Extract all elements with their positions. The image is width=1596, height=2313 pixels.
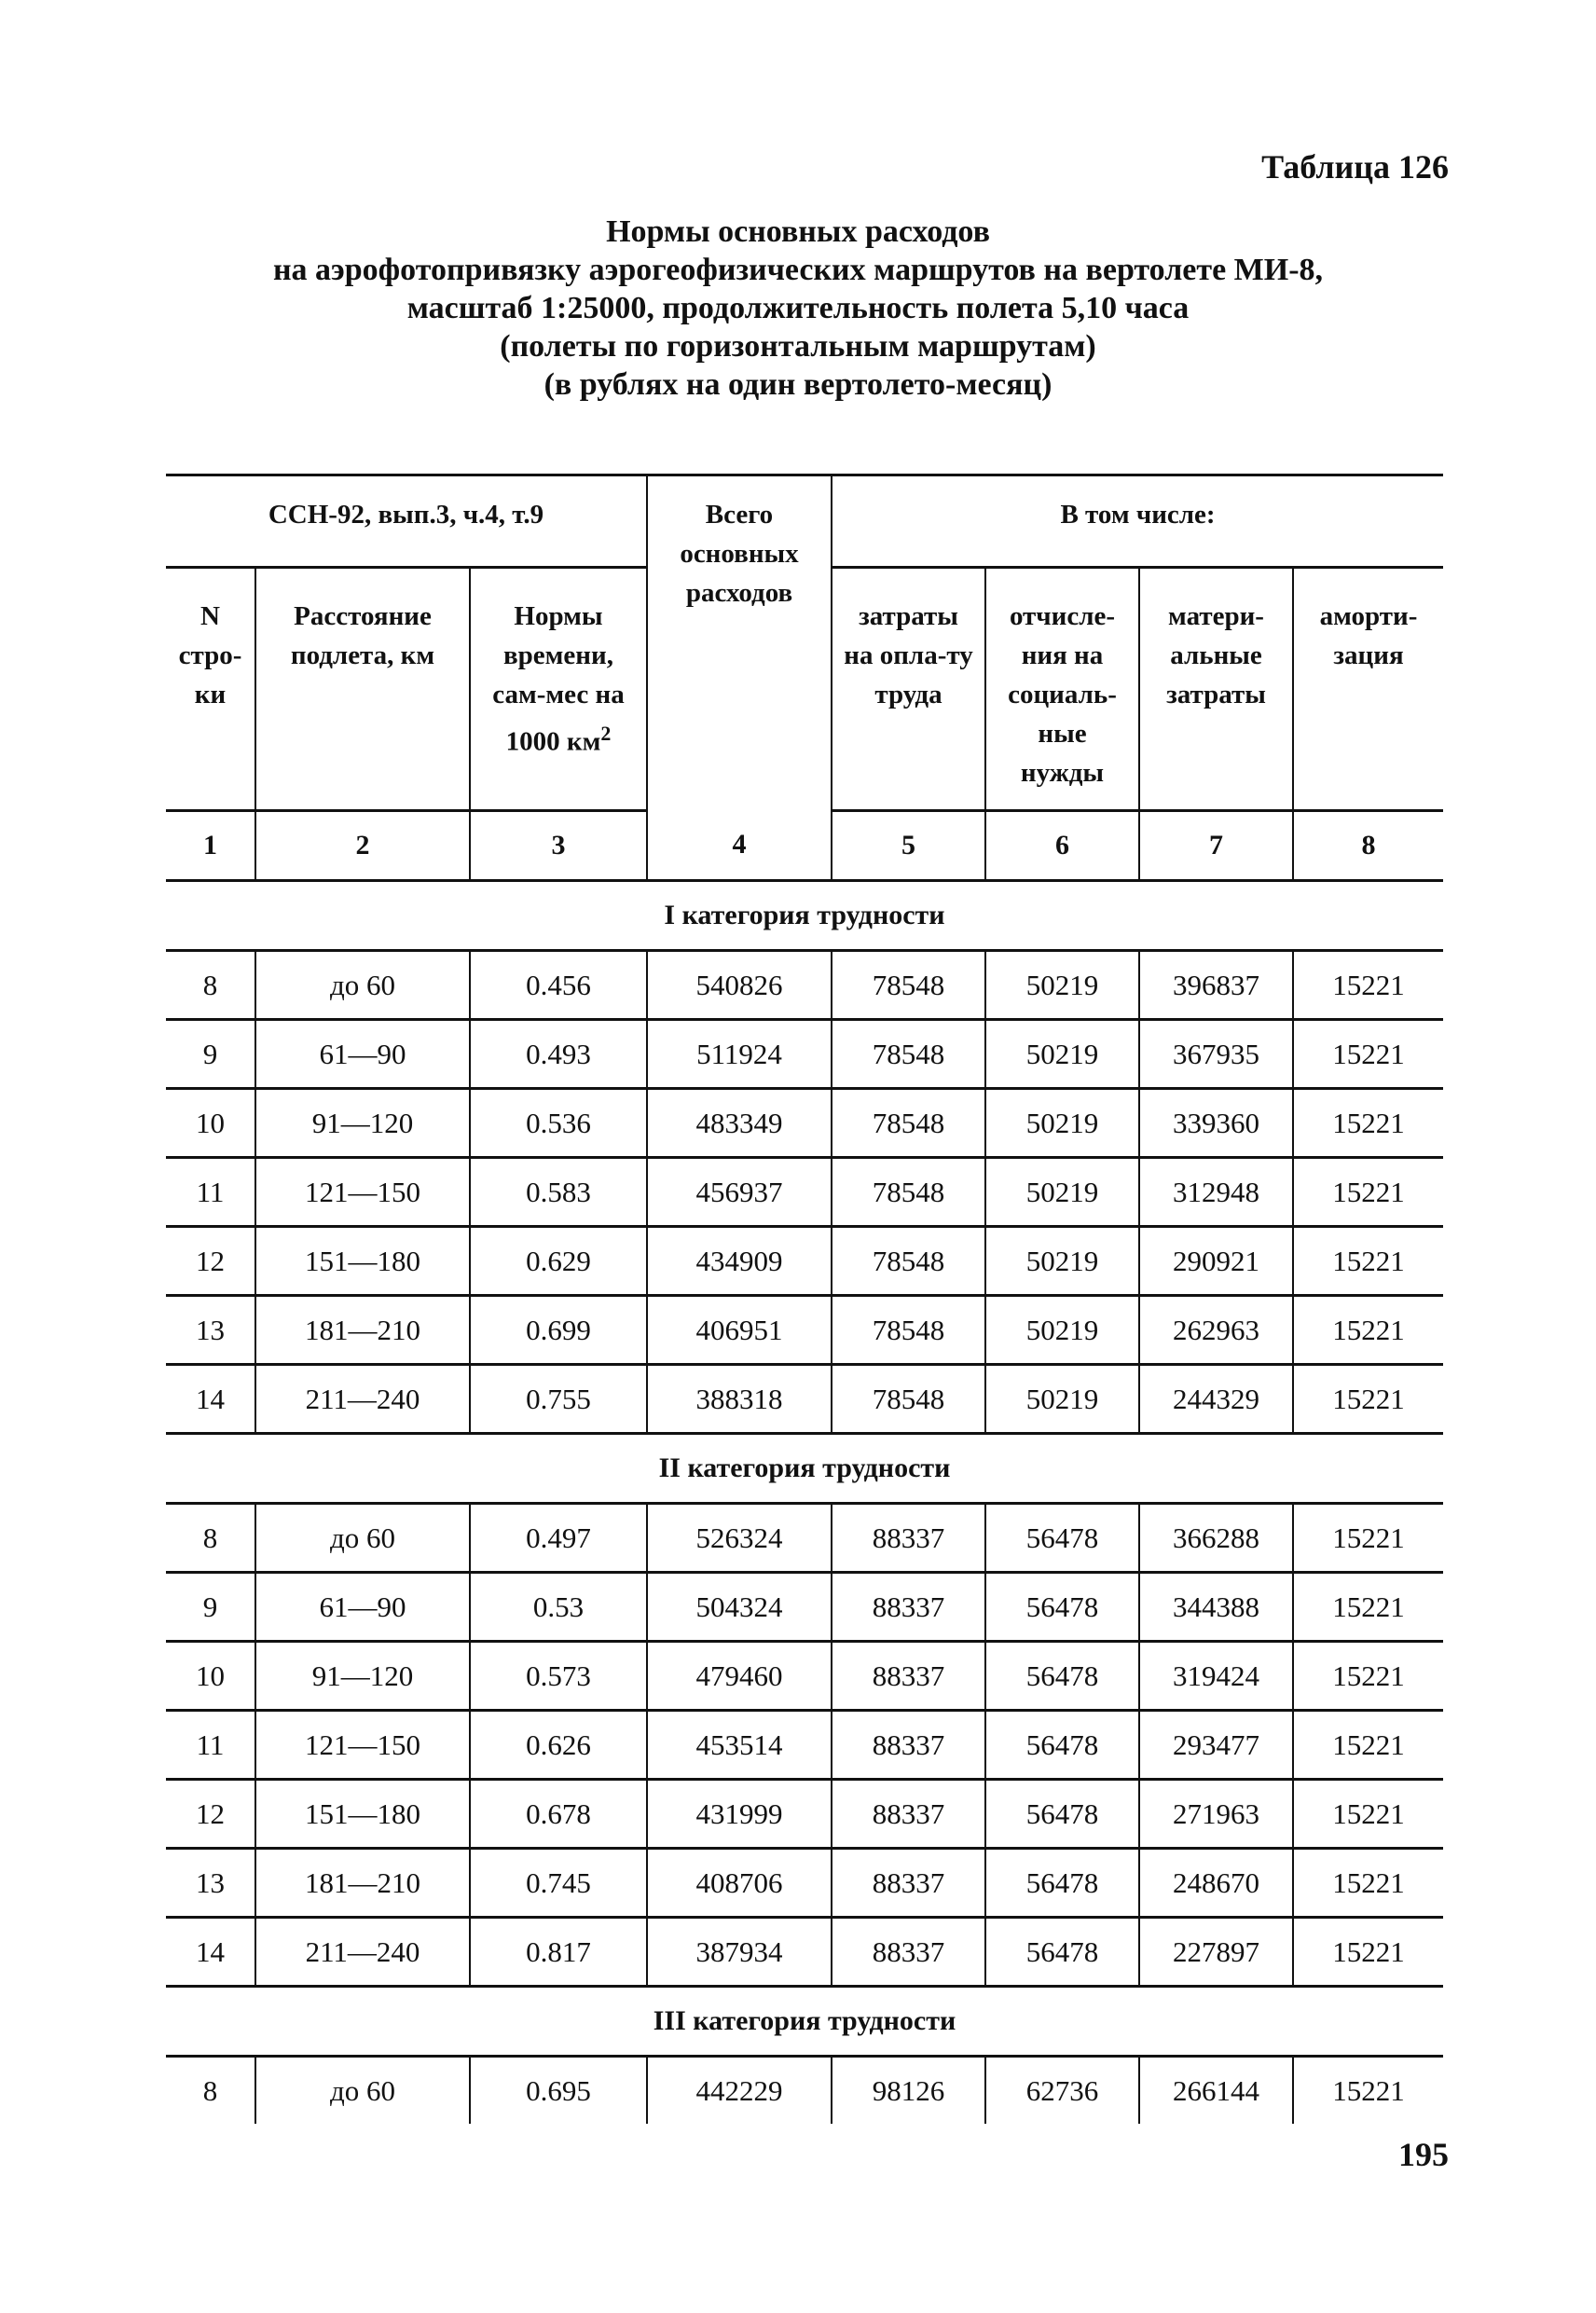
total-costs-cell: 406951 (647, 1296, 832, 1365)
social-deductions-cell: 56478 (985, 1849, 1139, 1918)
time-norm-cell: 0.755 (470, 1365, 647, 1434)
social-deductions-cell: 56478 (985, 1573, 1139, 1642)
table-row (166, 1918, 1443, 1987)
table-row (166, 1089, 1443, 1158)
row-number-cell: 11 (166, 1158, 255, 1227)
row-number-cell: 11 (166, 1711, 255, 1780)
distance-cell: 181—210 (255, 1849, 470, 1918)
total-costs-cell: 504324 (647, 1573, 832, 1642)
table-row (166, 1158, 1443, 1227)
distance-cell: 121—150 (255, 1711, 470, 1780)
material-costs-cell: 339360 (1139, 1089, 1293, 1158)
row-number-cell: 9 (166, 1573, 255, 1642)
labor-costs-cell: 88337 (832, 1780, 985, 1849)
time-norm-cell: 0.678 (470, 1780, 647, 1849)
row-number-cell: 10 (166, 1089, 255, 1158)
time-norm-cell: 0.53 (470, 1573, 647, 1642)
material-costs-cell: 227897 (1139, 1918, 1293, 1987)
column-number: 7 (1139, 811, 1293, 881)
total-costs-header: Всего основных расходов (647, 475, 832, 811)
social-deductions-cell: 56478 (985, 1711, 1139, 1780)
time-norm-cell: 0.626 (470, 1711, 647, 1780)
material-costs-cell: 271963 (1139, 1780, 1293, 1849)
material-costs-cell: 293477 (1139, 1711, 1293, 1780)
social-deductions-cell: 56478 (985, 1504, 1139, 1573)
total-costs-cell: 408706 (647, 1849, 832, 1918)
distance-cell: 181—210 (255, 1296, 470, 1365)
material-costs-cell: 248670 (1139, 1849, 1293, 1918)
title-line: Нормы основных расходов (606, 214, 990, 249)
time-norm-cell: 0.629 (470, 1227, 647, 1296)
time-norm-cell: 0.497 (470, 1504, 647, 1573)
total-costs-cell: 442229 (647, 2057, 832, 2125)
row-number-cell: 12 (166, 1780, 255, 1849)
amortization-cell: 15221 (1293, 1504, 1443, 1573)
amortization-cell: 15221 (1293, 1780, 1443, 1849)
total-costs-cell: 483349 (647, 1089, 832, 1158)
social-deductions-cell: 50219 (985, 1020, 1139, 1089)
amortization-cell: 15221 (1293, 1158, 1443, 1227)
social-deductions-header: отчисле-ния на социаль-ные нужды (985, 568, 1139, 811)
row-number-cell: 14 (166, 1365, 255, 1434)
distance-cell: до 60 (255, 1504, 470, 1573)
table-row (166, 1573, 1443, 1642)
table-label: Таблица 126 (1261, 148, 1449, 186)
table-row (166, 1296, 1443, 1365)
title-line: масштаб 1:25000, продолжительность полета 5,10 часа (406, 291, 1190, 325)
row-number-cell: 13 (166, 1296, 255, 1365)
table-row (166, 1365, 1443, 1434)
column-number: 1 (166, 811, 255, 881)
labor-costs-cell: 88337 (832, 1504, 985, 1573)
total-costs-cell: 387934 (647, 1918, 832, 1987)
labor-costs-cell: 88337 (832, 1918, 985, 1987)
material-costs-cell: 312948 (1139, 1158, 1293, 1227)
time-norm-cell: 0.699 (470, 1296, 647, 1365)
table-row (166, 1642, 1443, 1711)
time-norm-cell: 0.456 (470, 951, 647, 1020)
row-number-cell: 13 (166, 1849, 255, 1918)
labor-costs-cell: 88337 (832, 1573, 985, 1642)
labor-costs-cell: 98126 (832, 2057, 985, 2125)
material-costs-cell: 367935 (1139, 1020, 1293, 1089)
table-row (166, 1020, 1443, 1089)
amortization-cell: 15221 (1293, 1365, 1443, 1434)
row-number-header: N стро-ки (166, 568, 255, 811)
labor-costs-cell: 78548 (832, 951, 985, 1020)
total-costs-cell: 526324 (647, 1504, 832, 1573)
total-costs-cell: 388318 (647, 1365, 832, 1434)
labor-costs-cell: 88337 (832, 1849, 985, 1918)
social-deductions-cell: 50219 (985, 1365, 1139, 1434)
table-row (166, 2057, 1443, 2125)
table-row (166, 951, 1443, 1020)
column-number-row (166, 811, 1443, 881)
total-costs-cell: 540826 (647, 951, 832, 1020)
social-deductions-cell: 50219 (985, 1296, 1139, 1365)
table-row (166, 1711, 1443, 1780)
material-costs-cell: 344388 (1139, 1573, 1293, 1642)
labor-costs-cell: 78548 (832, 1227, 985, 1296)
labor-costs-cell: 78548 (832, 1089, 985, 1158)
title-line: на аэрофотопривязку аэрогеофизических маршрутов на вертолете МИ-8, (272, 253, 1324, 287)
header-row-top (166, 475, 1443, 568)
distance-cell: 151—180 (255, 1780, 470, 1849)
row-number-cell: 8 (166, 951, 255, 1020)
time-norm-cell: 0.573 (470, 1642, 647, 1711)
table-title (140, 213, 1456, 404)
amortization-header: аморти-зация (1293, 568, 1443, 811)
total-costs-cell: 479460 (647, 1642, 832, 1711)
labor-costs-header: затраты на опла-ту труда (832, 568, 985, 811)
amortization-cell: 15221 (1293, 1642, 1443, 1711)
social-deductions-cell: 50219 (985, 1089, 1139, 1158)
amortization-cell: 15221 (1293, 1296, 1443, 1365)
time-norm-cell: 0.493 (470, 1020, 647, 1089)
ssn-reference-header: ССН-92, вып.3, ч.4, т.9 (166, 475, 647, 568)
social-deductions-cell: 50219 (985, 1158, 1139, 1227)
social-deductions-cell: 50219 (985, 951, 1139, 1020)
material-costs-cell: 396837 (1139, 951, 1293, 1020)
distance-cell: 211—240 (255, 1918, 470, 1987)
row-number-cell: 12 (166, 1227, 255, 1296)
amortization-cell: 15221 (1293, 1849, 1443, 1918)
distance-cell: до 60 (255, 2057, 470, 2125)
material-costs-cell: 319424 (1139, 1642, 1293, 1711)
labor-costs-cell: 78548 (832, 1365, 985, 1434)
distance-cell: 121—150 (255, 1158, 470, 1227)
column-number: 3 (470, 811, 647, 881)
distance-cell: 91—120 (255, 1089, 470, 1158)
table-row (166, 1227, 1443, 1296)
table-row (166, 1849, 1443, 1918)
time-norm-cell: 0.745 (470, 1849, 647, 1918)
total-costs-cell: 511924 (647, 1020, 832, 1089)
amortization-cell: 15221 (1293, 1089, 1443, 1158)
distance-cell: 211—240 (255, 1365, 470, 1434)
amortization-cell: 15221 (1293, 1918, 1443, 1987)
labor-costs-cell: 88337 (832, 1711, 985, 1780)
material-costs-cell: 290921 (1139, 1227, 1293, 1296)
distance-cell: 91—120 (255, 1642, 470, 1711)
time-norms-label: Нормы времени, сам-мес на 1000 км (492, 601, 625, 757)
norms-table (166, 474, 1443, 2124)
column-number: 2 (255, 811, 470, 881)
amortization-cell: 15221 (1293, 1227, 1443, 1296)
including-header: В том числе: (832, 475, 1443, 568)
time-norm-cell: 0.817 (470, 1918, 647, 1987)
row-number-cell: 8 (166, 1504, 255, 1573)
social-deductions-cell: 56478 (985, 1780, 1139, 1849)
social-deductions-cell: 62736 (985, 2057, 1139, 2125)
total-costs-cell: 453514 (647, 1711, 832, 1780)
labor-costs-cell: 78548 (832, 1158, 985, 1227)
time-norms-superscript: 2 (600, 722, 612, 745)
column-number: 4 (647, 811, 832, 881)
social-deductions-cell: 56478 (985, 1918, 1139, 1987)
category-title: I категория трудности (166, 881, 1443, 951)
labor-costs-cell: 78548 (832, 1020, 985, 1089)
material-costs-header: матери-альные затраты (1139, 568, 1293, 811)
labor-costs-cell: 88337 (832, 1642, 985, 1711)
page-number: 195 (1398, 2136, 1449, 2173)
amortization-cell: 15221 (1293, 1711, 1443, 1780)
time-norm-cell: 0.695 (470, 2057, 647, 2125)
material-costs-cell: 266144 (1139, 2057, 1293, 2125)
total-costs-cell: 434909 (647, 1227, 832, 1296)
distance-cell: 151—180 (255, 1227, 470, 1296)
material-costs-cell: 366288 (1139, 1504, 1293, 1573)
row-number-cell: 14 (166, 1918, 255, 1987)
amortization-cell: 15221 (1293, 951, 1443, 1020)
category-title: III категория трудности (166, 1987, 1443, 2057)
row-number-cell: 8 (166, 2057, 255, 2125)
row-number-cell: 9 (166, 1020, 255, 1089)
category-row (166, 1434, 1443, 1504)
time-norm-cell: 0.536 (470, 1089, 647, 1158)
total-costs-cell: 431999 (647, 1780, 832, 1849)
title-line: (в рублях на один вертолето-месяц) (543, 367, 1053, 402)
category-row (166, 1987, 1443, 2057)
column-number: 6 (985, 811, 1139, 881)
amortization-cell: 15221 (1293, 2057, 1443, 2125)
category-row (166, 881, 1443, 951)
column-number: 5 (832, 811, 985, 881)
time-norm-cell: 0.583 (470, 1158, 647, 1227)
title-line: (полеты по горизонтальным маршрутам) (500, 329, 1096, 364)
table-row (166, 1504, 1443, 1573)
table-row (166, 1780, 1443, 1849)
labor-costs-cell: 78548 (832, 1296, 985, 1365)
column-number: 8 (1293, 811, 1443, 881)
distance-cell: 61—90 (255, 1573, 470, 1642)
amortization-cell: 15221 (1293, 1573, 1443, 1642)
distance-header: Расстояние подлета, км (255, 568, 470, 811)
distance-cell: 61—90 (255, 1020, 470, 1089)
time-norms-header (470, 568, 647, 811)
amortization-cell: 15221 (1293, 1020, 1443, 1089)
distance-cell: до 60 (255, 951, 470, 1020)
total-costs-cell: 456937 (647, 1158, 832, 1227)
social-deductions-cell: 56478 (985, 1642, 1139, 1711)
row-number-cell: 10 (166, 1642, 255, 1711)
social-deductions-cell: 50219 (985, 1227, 1139, 1296)
material-costs-cell: 262963 (1139, 1296, 1293, 1365)
material-costs-cell: 244329 (1139, 1365, 1293, 1434)
category-title: II категория трудности (166, 1434, 1443, 1504)
